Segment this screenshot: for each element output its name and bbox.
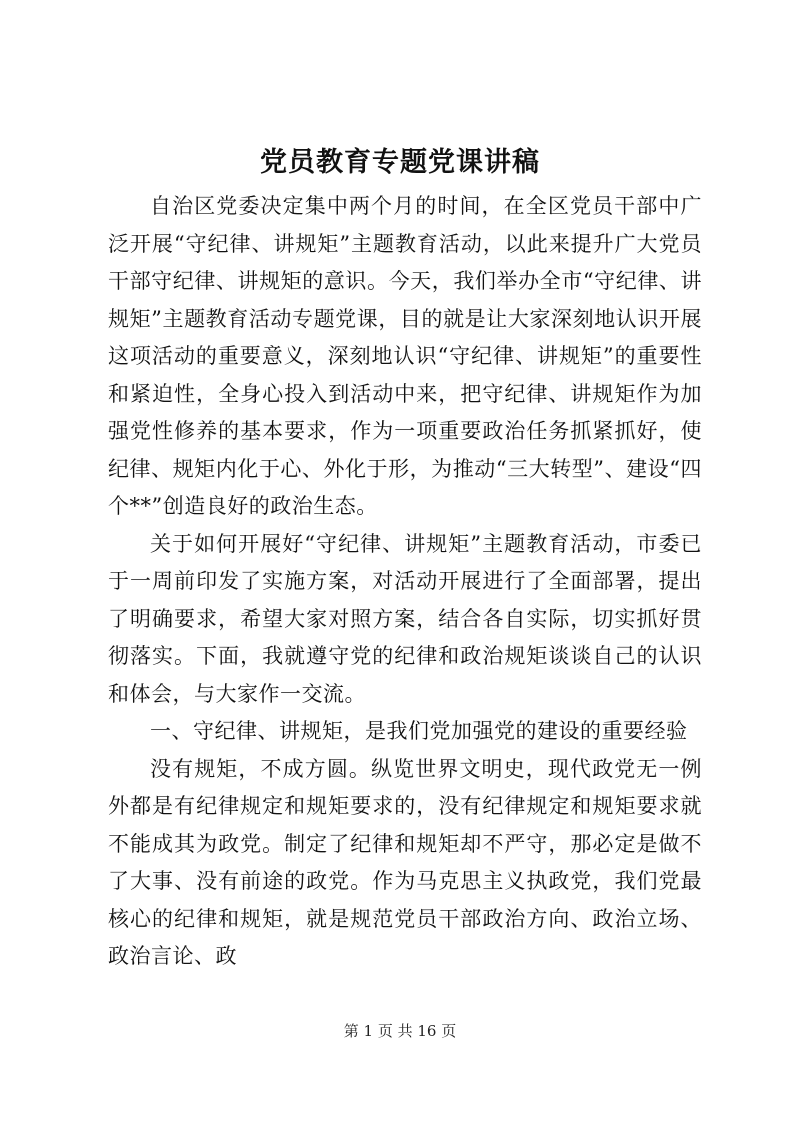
document-title: 党员教育专题党课讲稿 xyxy=(260,147,540,178)
document-body xyxy=(108,188,702,976)
paragraph-section-1: 没有规矩，不成方圆。纵览世界文明史，现代政党无一例外都是有纪律规定和规矩要求的，没有纪律规定和规矩要求就不能成其为政党。制定了纪律和规矩却不严守，那必定是做不了大事、没有前途的政党。作为马克思主义执政党，我们党最核心的纪律和规矩，就是规范党员干部政治方向、政治立场、政治言论、政 xyxy=(108,756,702,968)
page-footer: 第 1 页 共 16 页 xyxy=(343,1022,457,1040)
section-heading-1: 一、守纪律、讲规矩，是我们党加强党的建设的重要经验 xyxy=(150,719,688,743)
paragraph-activity: 关于如何开展好“守纪律、讲规矩”主题教育活动，市委已于一周前印发了实施方案，对活动开展进行了全面部署，提出了明确要求，希望大家对照方案，结合各自实际，切实抓好贯彻落实。下面，我就遵守党的纪律和政治规矩谈谈自己的认识和体会，与大家作一交流。 xyxy=(108,531,702,706)
paragraph-intro: 自治区党委决定集中两个月的时间，在全区党员干部中广泛开展“守纪律、讲规矩”主题教育活动，以此来提升广大党员干部守纪律、讲规矩的意识。今天，我们举办全市“守纪律、讲规矩”主题教育活动专题党课，目的就是让大家深刻地认识开展这项活动的重要意义，深刻地认识“守纪律、讲规矩”的重要性和紧迫性，全身心投入到活动中来，把守纪律、讲规矩作为加强党性修养的基本要求，作为一项重要政治任务抓紧抓好，使纪律、规矩内化于心、外化于形，为推动“三大转型”、建设“四个**”创造良好的政治生态。 xyxy=(108,194,702,518)
